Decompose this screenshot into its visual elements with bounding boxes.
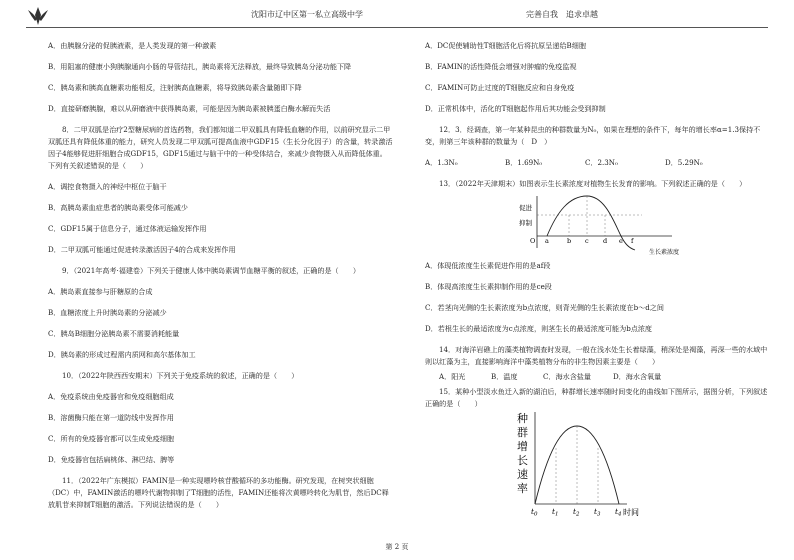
q9-option-a: A．胰岛素直接参与肝糖原的合成 (48, 287, 153, 296)
growth-rate-chart (505, 408, 665, 518)
auxin-tick-e: e (619, 237, 623, 245)
q7-option-b: B．用阻塞的健康小狗胰腺通向小肠的导管结扎，胰岛素将无法释放，最终导致胰岛分泌功能下降 (48, 62, 352, 71)
growth-ylabel-char: 群 (517, 426, 528, 439)
q12-option-b: B．1.69N₀ (505, 158, 543, 167)
growth-tick-t4: $t_4$ (615, 507, 622, 518)
q11-option-d: D．正常机体中，活化的T细胞起作用后其功能会受到抑制 (425, 104, 606, 113)
q8-stem: 8．二甲双胍是治疗2型糖尿病的首选药物，我们都知道二甲双胍具有降低血糖的作用，以前研究显示二甲双胍还具有降低体重的能力，研究人员发现二甲双胍可提高血液中GDF15（生长分化因子）的含量，转录激活因子4能够促进肝细胞合成GDF15，GDF15通过与脑干中的一种受体结合，来减少食物摄入从而降低体重。下列有关叙述错误的是（ ） (48, 125, 393, 170)
growth-tick-t0: $t_0$ (531, 507, 538, 518)
q14-stem: 14．对海洋岩礁上的藻类植物调查时发现，一般在浅水处生长着绿藻，稍深处是褐藻，再深一些的水域中则以红藻为主，直接影响海洋中藻类植物分布的非生物因素主要是（ ） (425, 345, 768, 366)
page-header (26, 2, 768, 30)
header-rule (26, 27, 768, 28)
school-motto: 完善自我 追求卓越 (526, 10, 598, 19)
q13-option-d: D．若根生长的最适浓度为c点浓度，则茎生长的最适浓度可能为b点浓度 (425, 324, 653, 333)
auxin-tick-c: c (585, 237, 589, 245)
auxin-x-label: 生长素浓度 (649, 249, 680, 256)
q12-options (425, 157, 770, 169)
q12-option-d: D．5.29N₀ (665, 158, 703, 167)
q14-options (425, 371, 770, 383)
auxin-tick-f: f (631, 237, 634, 245)
growth-ylabel-char: 种 (517, 412, 528, 425)
q9-option-c: C．胰岛B细胞分泌胰岛素不需要消耗能量 (48, 329, 180, 338)
q13-option-a: A．体现低浓度生长素促进作用的是af段 (425, 261, 551, 270)
auxin-label-promote: 促进 (519, 204, 532, 212)
q14-option-c: C．海水含盐量 (543, 372, 591, 381)
growth-ylabel-char: 率 (517, 482, 528, 495)
q9-option-d: D．胰岛素的形成过程需内质网和高尔基体加工 (48, 350, 196, 359)
q14-option-d: D．海水含氧量 (613, 372, 662, 381)
q10-option-d: D．免疫器官包括扁桃体、淋巴结、脾等 (48, 455, 175, 464)
q7-option-d: D．直接研磨胰腺，难以从研磨液中获得胰岛素，可能是因为胰岛素被胰蛋白酶水解而失活 (48, 104, 331, 113)
q10-option-a: A．免疫系统由免疫器官和免疫细胞组成 (48, 392, 174, 401)
auxin-concentration-chart (517, 192, 737, 260)
left-column (48, 40, 393, 511)
q8-option-c: C．GDF15属于信息分子，通过体液运输发挥作用 (48, 224, 207, 233)
q10-option-b: B．溶菌酶只能在第一道防线中发挥作用 (48, 413, 174, 422)
school-name: 沈阳市辽中区第一私立高级中学 (251, 10, 363, 19)
growth-curve (535, 426, 619, 504)
growth-tick-t1: $t_1$ (552, 507, 559, 518)
q7-option-a: A．由胰腺分泌的促胰液素，是人类发现的第一种激素 (48, 41, 217, 50)
growth-tick-t3: $t_3$ (594, 507, 601, 518)
growth-x-ticks (531, 507, 622, 518)
q13-stem: 13．（2022年天津期末）如图表示生长素浓度对植物生长发育的影响。下列叙述正确的是（ ） (439, 179, 747, 188)
auxin-tick-d: d (603, 237, 608, 245)
q14-option-b: B．温度 (491, 372, 518, 381)
q12-stem: 12．3．经调查，第一年某种昆虫的种群数量为N₀，如果在理想的条件下，每年的增长率α=1.3保持不变，则第三年该种群的数量为（ D ） (425, 125, 761, 146)
auxin-label-inhibit: 抑制 (519, 219, 532, 227)
page-number: 第 2 页 (385, 543, 409, 551)
growth-ylabel-char: 速 (517, 468, 528, 481)
q12-option-c: C．2.3N₀ (585, 158, 618, 167)
growth-ylabel-char: 长 (517, 454, 528, 467)
q8-option-b: B．高胰岛素血症患者的胰岛素受体可能减少 (48, 203, 188, 212)
growth-x-label: 时间 (623, 508, 639, 517)
q13-option-c: C．若茎向光侧的生长素浓度为b点浓度，则背光侧的生长素浓度在b～d之间 (425, 303, 664, 312)
q12-option-a: A．1.3N₀ (425, 158, 458, 167)
q7-option-c: C．胰岛素和胰高血糖素功能相反，注射胰高血糖素，将导致胰岛素含量随即下降 (48, 83, 302, 92)
school-logo-icon (26, 5, 50, 27)
auxin-x-ticks (545, 237, 634, 245)
q15-stem: 15．某种小型淡水鱼迁入新的湖泊后，种群增长速率随时间变化的曲线如下图所示，据图分析，下列叙述正确的是（ ） (425, 387, 768, 408)
auxin-tick-a: a (545, 237, 549, 245)
growth-ylabel-char: 增 (517, 440, 528, 453)
q8-option-d: D．二甲双胍可能通过促进转录激活因子4的合成来发挥作用 (48, 245, 236, 254)
q9-stem: 9．（2021年高考·福建卷）下列关于健康人体中胰岛素调节血糖平衡的叙述，正确的是（ ） (62, 266, 360, 275)
auxin-origin-label: O (530, 237, 536, 245)
q11-option-c: C．FAMIN可防止过度的T细胞反应和自身免疫 (425, 83, 575, 92)
q11-stem: 11．（2022年广东模拟）FAMIN是一种实现嘌呤核苷酸循环的多功能酶。研究发现，在树突状细胞（DC）中，FAMIN激活的嘌呤代谢物抑制了T细胞的活性，FAMIN还能将次黄嘌呤转化为肌苷，然后DC释放肌苷来抑制T细胞的激活。下列说法错误的是（ ） (48, 476, 389, 509)
auxin-tick-b: b (567, 237, 572, 245)
right-column (425, 40, 770, 518)
growth-y-label (517, 412, 528, 495)
q14-option-a: A．阳光 (439, 372, 466, 381)
q13-option-b: B．体现高浓度生长素抑制作用的是ce段 (425, 282, 552, 291)
q8-option-a: A．调控食物摄入的神经中枢位于脑干 (48, 182, 167, 191)
q9-option-b: B．血糖浓度上升时胰岛素的分泌减少 (48, 308, 167, 317)
q10-option-c: C．所有的免疫器官都可以生成免疫细胞 (48, 434, 175, 443)
growth-tick-t2: $t_2$ (573, 507, 580, 518)
q10-stem: 10．（2022年陕西西安期末）下列关于免疫系统的叙述，正确的是（ ） (62, 371, 299, 380)
q11-option-a: A．DC促使辅助性T细胞活化后将抗原呈递给B细胞 (425, 41, 586, 50)
q11-option-b: B．FAMIN的活性降低会增强对肿瘤的免疫监视 (425, 62, 577, 71)
